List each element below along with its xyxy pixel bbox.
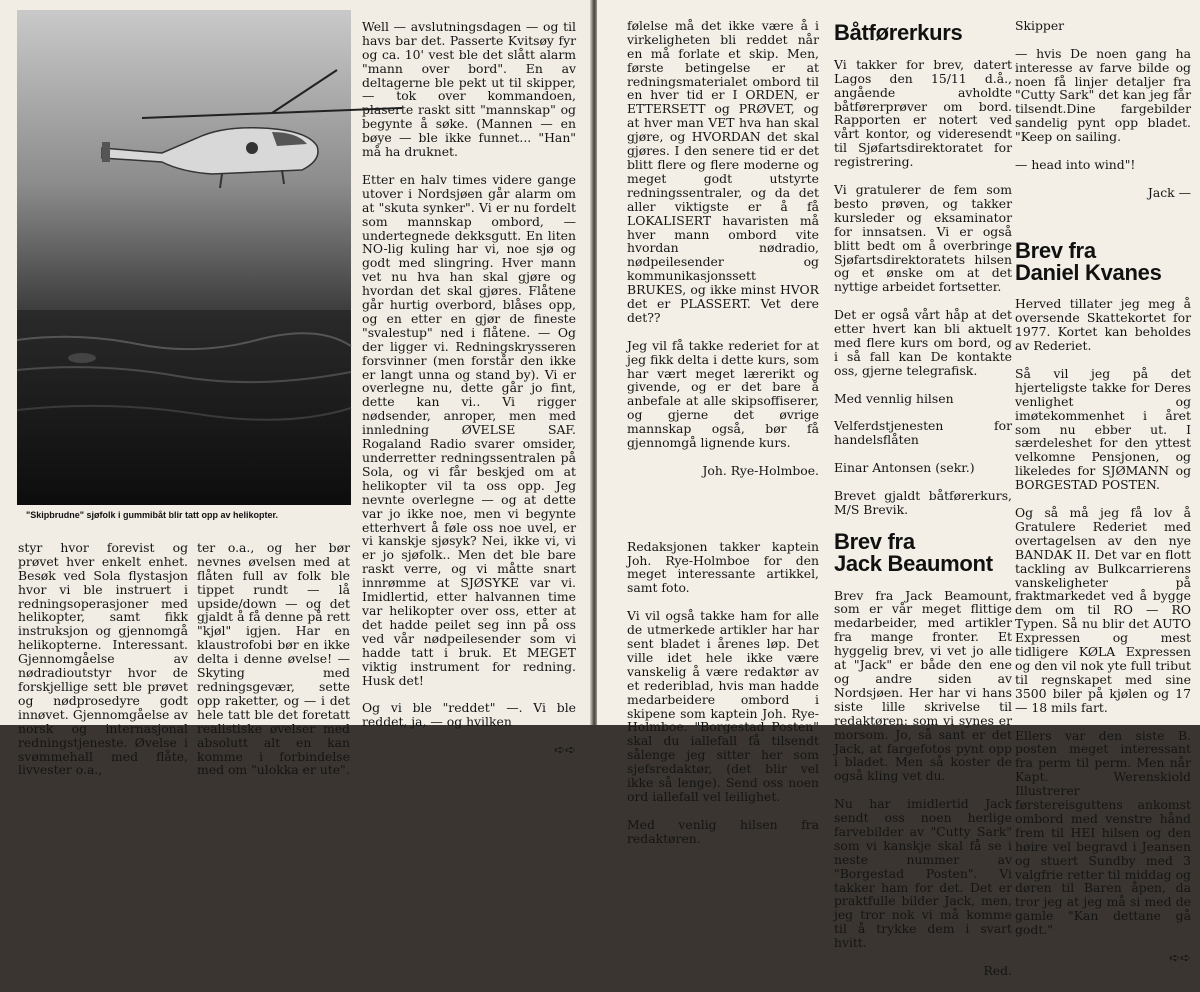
paragraph: Etter en halv times videre gange utover i Nordsjøen går alarm om at "skuta synker". Vi er nu fordelt som mannskap ombord, — undertegnede dekksgutt. En liten NO-lig kuling har vi, noe sjø og godt med slingring. Hver mann vet nu hva han skal gjøre og hvordan det skal gjøres. Flåtene går hurtig overbord, blåses opp, og en etter en gjør de fineste "svalestup" ned i flåtene. — Og der ligger vi. Redningskrysseren forsvinner (men forstår den ikke er langt unna og stand by). Vi er overlegne nu, dette går jo fint, dette kan vi.. Vi rigger nødsender, anroper, men med innledning ØVELSE SAF. Rogaland Radio svarer omsider, underretter redningssentralen på Sola, og vi får beskjed om at helikopter vil ta oss opp. Jeg nevnte overlegne — og at dette var jo ikke noe, men vi begynte etterhvert å føle oss noe uvel, er vi kanskje sjøsyk? Nei, ikke vi, vi er jo sjøfolk.. Men det ble bare raskt verre, og vi måtte snart innrømme at SJØSYKE var vi. Imidlertid, etter halvannen time var helikopter over oss, etter at det hadde peilet seg inn på oss ved vår nødpeilesender som vi hadde tatt i bruk. Et MEGET viktig instrument for redning. Husk det! [362, 171, 576, 688]
continue-arrow-icon: ➪➪ [554, 743, 576, 759]
paragraph: — hvis De noen gang ha interesse av farve bilde og noen få linjer detaljer fra "Cutty Sark" det kan jeg får tilsendt.Dine fargebilder sandelig pynt opp bladet. "Keep on sailing. [1015, 45, 1191, 145]
paragraph: Velferdstjenesten for handelsflåten [834, 418, 1012, 448]
paragraph: Med venlig hilsen fra redaktøren. [627, 816, 819, 846]
continue-arrow-icon: ➪➪ [1169, 951, 1191, 966]
heading-daniel-kvanes: Brev fra Daniel Kvanes [1015, 237, 1162, 285]
right-column-1 [627, 5, 819, 859]
paragraph: styr hvor forevist og prøvet hver enkelt enhet. Besøk ved Sola flystasjon hvor vi ble instruert i redningsoperasjoner med helikopter, samt fikk instruksjon og gjennomgå helikopterne. Interessant. Gjennomgåelse av nødradioutstyr hvor de forskjellige sett ble prøvet og nødprosedyre godt innøvet. Gjennomgåelse av norsk og internasjonal redningstjeneste. Øvelse i svømmehall med flåte, livvester o.a., [18, 539, 188, 778]
paragraph: Brevet gjaldt båtførerkurs, M/S Brevik. [834, 487, 1012, 517]
paragraph: Med vennlig hilsen [834, 390, 954, 406]
paragraph: Så vil jeg på det hjerteligste takke for Deres venlighet og imøtekommenhet i året som nu ebber ut. I særdeleshet for den yttest velkomne Pensjonen, og likeledes for SJØMANN og BORGESTAD POSTEN. [1015, 365, 1191, 493]
paragraph: Jeg vil få takke rederiet for at jeg fikk delta i dette kurs, som har vært meget lærerikt og givende, og er det bare å anbefale at alle skipsoffiserer, og gjerne det øvrige mannskap også, bør få gjennomgå lignende kurs. [627, 337, 819, 451]
signature: Jack — [1147, 184, 1191, 200]
left-bottom-column-2 [197, 527, 350, 791]
paragraph: følelse må det ikke være å i virkeligheten bli reddet når en må forlate et skip. Men, første betingelse er at redningsmaterialet ombord til en hver tid er I ORDEN, er ETTERSETT og PRØVET, og at hver man VET hva han skal gjøre, og HVORDAN det skal gjøres. I den senere tid er det blitt flere og flere moderne og meget godt utstyrte redningssentraler, og da det aller viktigste er å få LOKALISERT havaristen må hver mann ombord vite hvordan nødradio, nødpeilesender og kommunikasjonssett BRUKES, og ikke minst HVOR det er PLASSERT. Vet dere det?? [627, 17, 819, 325]
signature: Red. [983, 963, 1012, 978]
paragraph: Brev fra Jack Beamount, som er vår meget flittige medarbeider, med artikler fra mange fronter. Et hyggelig brev, vi vet jo alle at "Jack" er både den ene og andre siden av Nordsjøen. Her har vi hans siste lille skrivelse til redaktøren: som vi synes er morsom. Jo, så sant er det Jack, at fargefotos pynt opp i bladet. Men så koster de også kling vet du. [834, 587, 1012, 784]
paragraph: Einar Antonsen (sekr.) [834, 460, 975, 476]
paragraph: Vi vil også takke ham for alle de utmerkede artikler har har sent bladet i årenes løp. Det ville idet hele ikke være vanskelig å være redaktør av et rederiblad, hvis man hadde medarbeidere ombord i skipene som kaptein Joh. Rye-Holmboe. "Borgestad Posten" skal du iallefall få tilsendt sålenge jeg sitter her som sjefsredaktør, (det blir vel ikke så lenge). Send oss noen ord iallefall vel leilighet. [627, 608, 819, 804]
right-column-3 [1015, 5, 1191, 980]
heading-batforerkurs: Båtførerkurs [834, 19, 963, 45]
left-page [0, 0, 592, 778]
photo-caption: "Skipbrudne" sjøfolk i gummibåt blir tatt opp av helikopter. [26, 510, 279, 520]
right-column-2 [834, 8, 1012, 992]
paragraph: Vi takker for brev, datert Lagos den 15/11 d.å., angående avholdte båtførerprøver om bord. Rapporten er notert ved vårt kontor, og videresendt til Sjøfartsdirektoratet for registrering. [834, 56, 1012, 170]
right-page [597, 0, 1200, 978]
paragraph: — head into wind"! [1015, 156, 1136, 172]
paragraph: Herved tillater jeg meg å oversende Skattekortet for 1977. Kortet kan beholdes av Rederiet. [1015, 296, 1191, 354]
paragraph: ter o.a., og her bør nevnes øvelsen med at flåten full av folk ble tippet rundt — lå upside/down — og det gjaldt å få denne på rett "kjøl" igjen. Har en klaustrofobi bør en ikke delta i denne øvelse! — Skyting med redningsgevær, sette opp raketter, og — i det hele tatt ble det foretatt realistiske øvelser med absolutt alt en kan komme i forbindelse med om "ulokka er ute". [197, 539, 350, 778]
paragraph: Og så må jeg få lov å Gratulere Rederiet med overtagelsen av den nye BANDAK II. Det var en flott tackling av Bulkcarrierens vanskeligheter på fraktmarkedet ved å bygge dem om til RO — RO Typen. Så nu blir det AUTO Expressen og mest tidligere KØLA Expressen og den vil nok yte full tribut til regnskapet med sine 3500 biler på kjølen og 17 — 18 mils fart. [1015, 505, 1191, 715]
helicopter-photo-image [17, 10, 351, 505]
paragraph: Og vi ble "reddet" —. Vi ble reddet, ja, — og hvilken [362, 700, 576, 730]
paragraph: Well — avslutningsdagen — og til havs bar det. Passerte Kvitsøy fyr og ca. 10' vest ble det slått alarm "mann over bord". En av deltagerne ble pekt ut til skipper, — tok over kommandoen, plaserte raskt sitt "mannskap" og begynte å søke. (Mannen — en bøye — ble ikke funnet... "Han" må ha druknet. [362, 18, 576, 160]
left-column-right [362, 6, 576, 772]
left-bottom-column-1 [18, 527, 188, 791]
paragraph: Vi gratulerer de fem som besto prøven, og takker kursleder og eksaminator for innsatsen. Vi er også blitt bedt om å overbringe Sjøfartsdirektoratets hilsen og et ønske om at det nyttige arbeidet fortsetter. [834, 181, 1012, 295]
paragraph: Redaksjonen takker kaptein Joh. Rye-Holmboe for den meget interessante artikkel, samt foto. [627, 538, 819, 596]
paragraph: Ellers var den siste B. posten meget interessant fra perm til perm. Men når Kapt. Werenskiold Illustrerer førstereisguttens ankomst ombord med venstre hånd frem til HEI hilsen og den høire vel begravd i Jeansen og stuert Sundby med 3 valgfrie retter til middag og døren til Baren åpen, da tror jeg at jeg må si med de gamle "Kan dettane gå godt." [1015, 727, 1191, 938]
signature: Joh. Rye-Holmboe. [702, 462, 819, 478]
paragraph: Nu har imidlertid Jack sendt oss noen herlige farvebilder av "Cutty Sark" som vi kanskje skal få se i neste nummer av "Borgestad Posten". Vi takker ham for det. Det er praktfulle bilder Jack, men, jeg tror nok vi må komme til å trykke dem i svart hvitt. [834, 796, 1012, 951]
helicopter-photo [17, 10, 351, 505]
paragraph: Det er også vårt håp at det etter hvert kan bli aktuelt med flere kurs om bord, og i så fall kan De kontakte oss, gjerne telegrafisk. [834, 307, 1012, 378]
heading-jack-beaumont: Brev fra Jack Beaumont [834, 528, 993, 576]
paragraph: Skipper [1015, 17, 1065, 33]
